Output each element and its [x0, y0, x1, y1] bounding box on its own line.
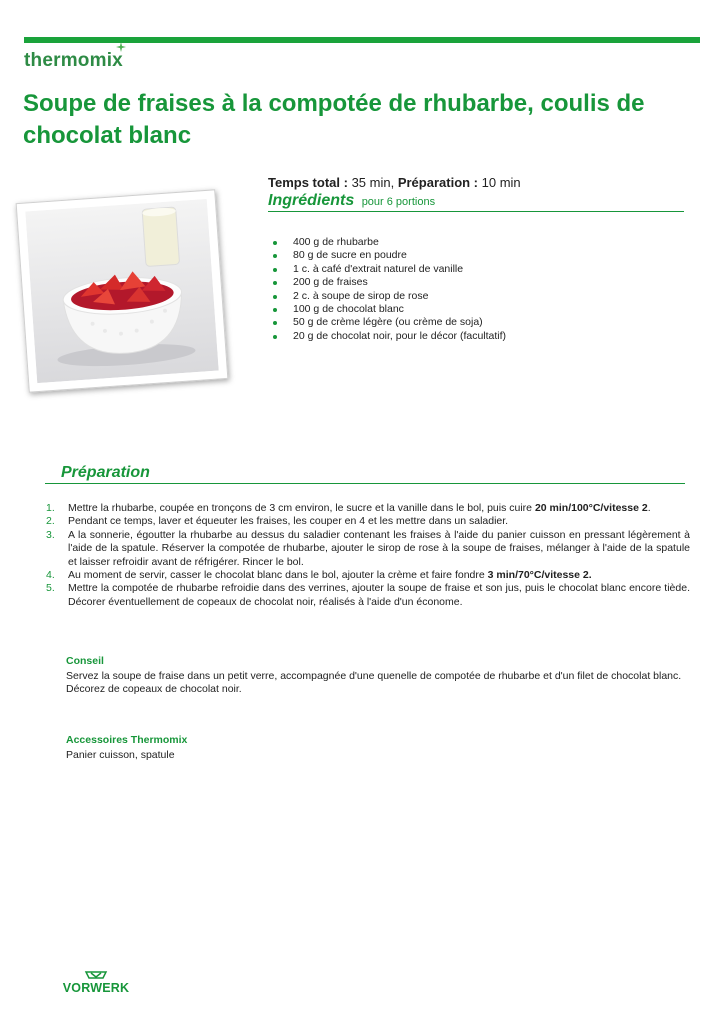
- step-item: [46, 529, 690, 569]
- recipe-title: Soupe de fraises à la compotée de rhubarbe, coulis de chocolat blanc: [23, 90, 645, 149]
- ingredients-header: [268, 192, 684, 212]
- accessories-title: Accessoires Thermomix: [66, 734, 188, 746]
- total-time-value: 35 min,: [351, 175, 395, 190]
- portions-label: pour 6 portions: [361, 196, 436, 208]
- tip-title: Conseil: [66, 655, 104, 667]
- total-time-label: Temps total :: [268, 175, 348, 190]
- step-number: 4.: [46, 569, 55, 582]
- ingredient-item: 100 g de chocolat blanc: [272, 303, 506, 316]
- preparation-header: [45, 464, 685, 484]
- recipe-times: [268, 175, 521, 190]
- step-number: 2.: [46, 515, 55, 528]
- preparation-title: Préparation: [61, 464, 150, 481]
- vorwerk-wordmark: VORWERK: [62, 981, 130, 995]
- step-text: Pendant ce temps, laver et équeuter les fraises, les couper en 4 et les mettre dans un saladier.: [68, 515, 509, 528]
- ingredient-item: 1 c. à café d'extrait naturel de vanille: [272, 263, 506, 276]
- ingredient-item: 50 g de crème légère (ou crème de soja): [272, 316, 506, 329]
- step-text: Mettre la rhubarbe, coupée en tronçons de 3 cm environ, le sucre et la vanille dans le bol, puis cuire: [68, 502, 535, 514]
- ingredient-item: 80 g de sucre en poudre: [272, 249, 506, 262]
- ingredient-item: 2 c. à soupe de sirop de rose: [272, 290, 506, 303]
- step-number: 5.: [46, 582, 55, 595]
- step-number: 1.: [46, 502, 55, 514]
- step-item: [46, 515, 690, 528]
- accessories-text: Panier cuisson, spatule: [66, 749, 175, 761]
- step-setting: 20 min/100°C/vitesse 2: [534, 502, 648, 514]
- ingredients-title: Ingrédients: [268, 192, 355, 209]
- step-item: [46, 502, 690, 515]
- strawberry-bowl-image: [25, 199, 219, 383]
- step-item: [46, 569, 690, 582]
- step-text: A la sonnerie, égoutter la rhubarbe au dessus du saladier contenant les fraises à l'aide du panier cuisson en pressant légèrement à l'aide de la spatule. Réserver la compotée de rhubarbe, ajouter le sirop de rose à la soupe de fraises, mélanger à l'aide de la spatule et laisser refroidir avant de réfrigérer. Rincer le bol.: [68, 528, 690, 568]
- thermomix-logo: [24, 50, 123, 72]
- ingredient-item: 400 g de rhubarbe: [272, 236, 506, 249]
- step-text: Au moment de servir, casser le chocolat blanc dans le bol, ajouter la crème et faire fondre: [68, 569, 488, 582]
- step-number: 3.: [46, 528, 55, 541]
- recipe-photo: [16, 189, 229, 392]
- step-text-end: .: [647, 502, 651, 514]
- ingredient-item: 200 g de fraises: [272, 276, 506, 289]
- preparation-steps: [46, 502, 690, 609]
- vorwerk-logo: [60, 970, 132, 1002]
- ingredient-item: 20 g de chocolat noir, pour le décor (facultatif): [272, 330, 506, 343]
- prep-time-value: 10 min: [481, 175, 521, 190]
- prep-time-label: Préparation :: [397, 175, 479, 190]
- ingredients-list: [272, 236, 506, 343]
- logo-text: thermomix: [24, 50, 123, 71]
- step-setting: 3 min/70°C/vitesse 2.: [487, 569, 592, 582]
- leaf-icon: [116, 42, 126, 52]
- step-text: Mettre la compotée de rhubarbe refroidie dans des verrines, ajouter la soupe de fraise et son jus, puis le chocolat blanc encore tiède. Décorer éventuellement de copeaux de chocolat noir, réalisés à l'aide d'un économe.: [68, 582, 690, 608]
- step-item: [46, 582, 690, 609]
- tip-text: Servez la soupe de fraise dans un petit verre, accompagnée d'une quenelle de compotée de rhubarbe et d'un filet de chocolat blanc. Décorez de copeaux de chocolat noir.: [66, 670, 682, 696]
